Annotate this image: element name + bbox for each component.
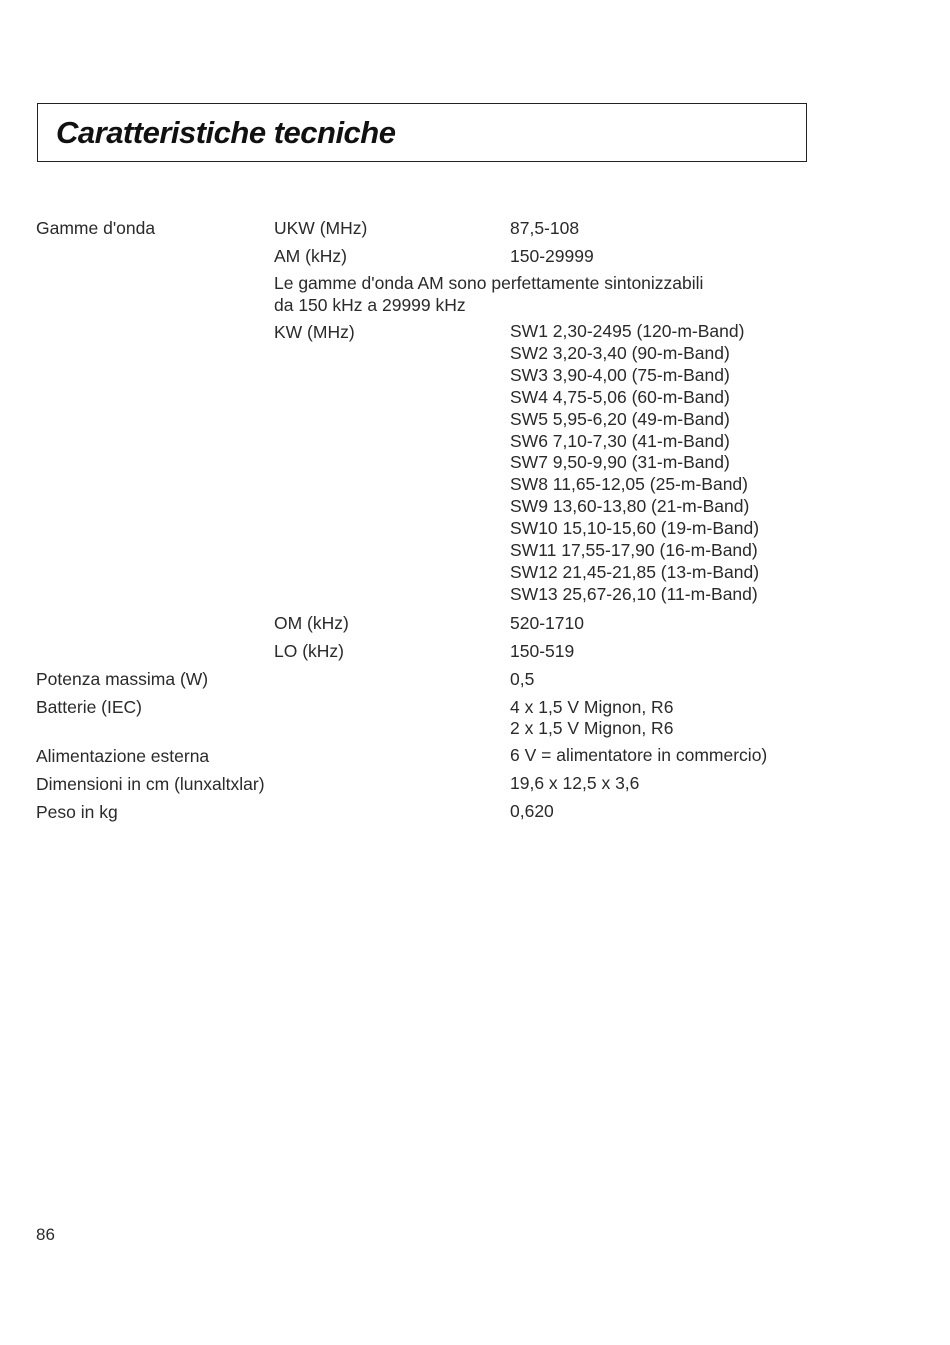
batterie-value-1: 4 x 1,5 V Mignon, R6 xyxy=(510,697,674,717)
lo-value: 150-519 xyxy=(510,641,575,661)
om-value: 520-1710 xyxy=(510,613,584,633)
batterie-label: Batterie (IEC) xyxy=(36,697,142,717)
am-note-line2: da 150 kHz a 29999 kHz xyxy=(274,295,466,315)
sw-band-item: SW6 7,10-7,30 (41-m-Band) xyxy=(510,430,730,451)
am-label: AM (kHz) xyxy=(274,246,347,266)
batterie-value-2: 2 x 1,5 V Mignon, R6 xyxy=(510,718,674,738)
dimensioni-value: 19,6 x 12,5 x 3,6 xyxy=(510,773,640,793)
alimentazione-label: Alimentazione esterna xyxy=(36,746,210,766)
sw-band-item: SW10 15,10-15,60 (19-m-Band) xyxy=(510,518,760,539)
sw-band-item: SW5 5,95-6,20 (49-m-Band) xyxy=(510,408,730,429)
lo-label: LO (kHz) xyxy=(274,641,344,661)
alimentazione-value: 6 V = alimentatore in commercio) xyxy=(510,745,768,765)
sw-band-item: SW1 2,30-2495 (120-m-Band) xyxy=(510,321,745,341)
potenza-label: Potenza massima (W) xyxy=(36,669,209,689)
peso-label: Peso in kg xyxy=(36,802,118,822)
page-number: 86 xyxy=(36,1225,55,1244)
sw-band-item: SW12 21,45-21,85 (13-m-Band) xyxy=(510,561,760,582)
title-box xyxy=(37,103,807,162)
gamme-label: Gamme d'onda xyxy=(36,218,156,238)
sw-band-item: SW4 4,75-5,06 (60-m-Band) xyxy=(510,386,730,407)
peso-value: 0,620 xyxy=(510,801,554,821)
am-value: 150-29999 xyxy=(510,246,594,266)
am-note-line1: Le gamme d'onda AM sono perfettamente sintonizzabili xyxy=(274,273,704,293)
sw-band-item: SW8 11,65-12,05 (25-m-Band) xyxy=(510,474,748,495)
sw-band-item: SW3 3,90-4,00 (75-m-Band) xyxy=(510,364,730,385)
sw-band-item: SW11 17,55-17,90 (16-m-Band) xyxy=(510,540,758,561)
potenza-value: 0,5 xyxy=(510,669,535,689)
sw-band-item: SW7 9,50-9,90 (31-m-Band) xyxy=(510,452,730,473)
kw-label: KW (MHz) xyxy=(274,322,355,342)
ukw-value: 87,5-108 xyxy=(510,218,580,238)
dimensioni-label: Dimensioni in cm (lunxaltxlar) xyxy=(36,774,265,794)
sw-band-item: SW9 13,60-13,80 (21-m-Band) xyxy=(510,496,750,517)
sw-band-item: SW13 25,67-26,10 (11-m-Band) xyxy=(510,583,758,604)
page-title: Caratteristiche tecniche xyxy=(56,115,396,150)
om-label: OM (kHz) xyxy=(274,613,349,633)
ukw-label: UKW (MHz) xyxy=(274,218,368,238)
sw-band-item: SW2 3,20-3,40 (90-m-Band) xyxy=(510,342,730,363)
sw-band-list xyxy=(510,321,759,606)
